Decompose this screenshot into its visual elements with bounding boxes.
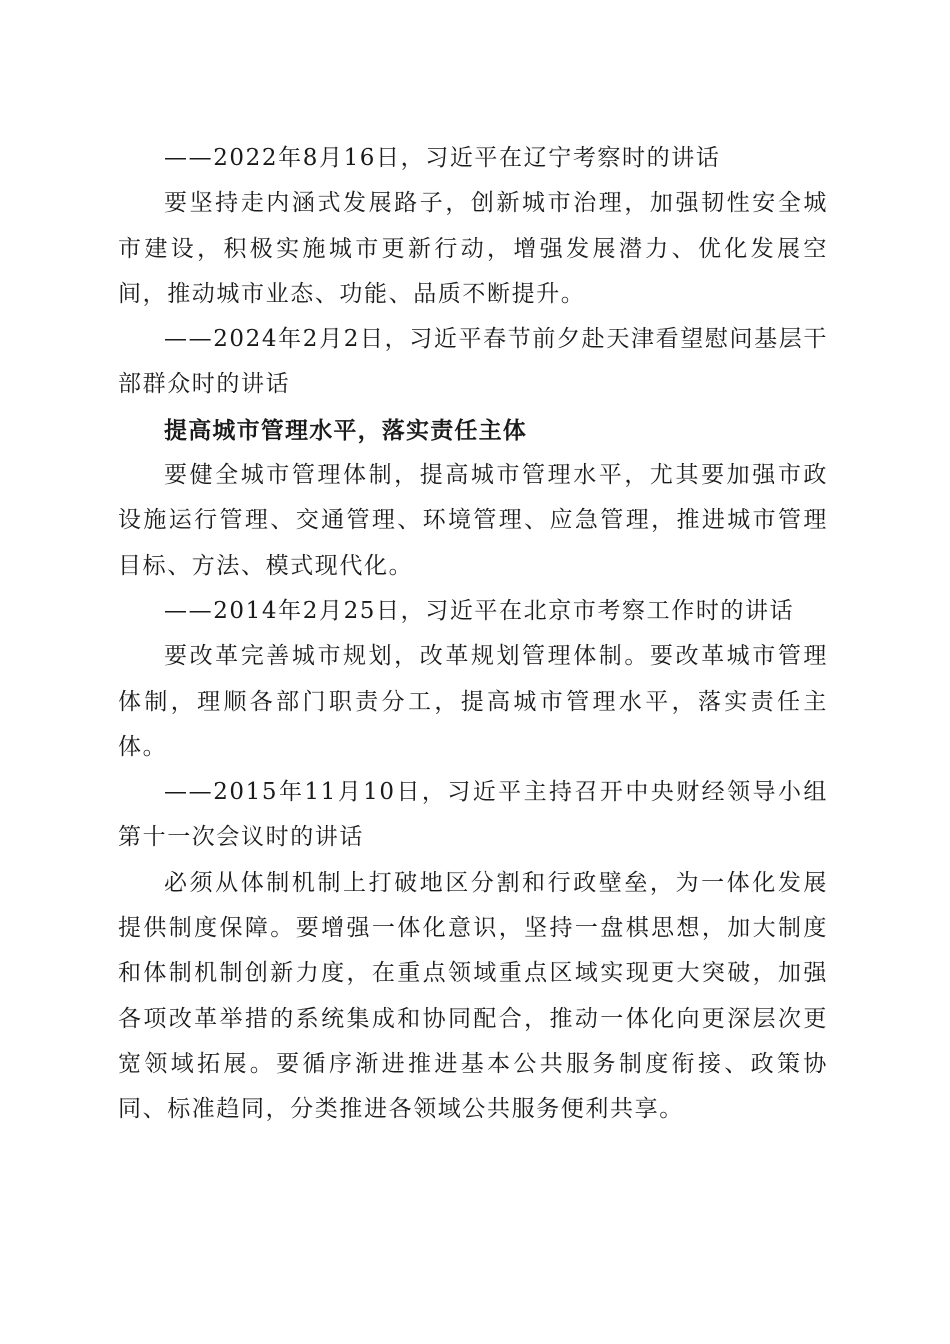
- source-line: ——2024年2月2日，习近平春节前夕赴天津看望慰问基层干部群众时的讲话: [118, 326, 828, 398]
- section-heading: 提高城市管理水平，落实责任主体: [164, 416, 527, 444]
- source-line: ——2015年11月10日，习近平主持召开中央财经领导小组第十一次会议时的讲话: [118, 779, 828, 851]
- body-paragraph: 要改革完善城市规划，改革规划管理体制。要改革城市管理体制，理顺各部门职责分工，提高城市管理水平，落实责任主体。: [118, 643, 828, 760]
- body-paragraph: 要坚持走内涵式发展路子，创新城市治理，加强韧性安全城市建设，积极实施城市更新行动，增强发展潜力、优化发展空间，推动城市业态、功能、品质不断提升。: [118, 190, 828, 307]
- source-line: ——2022年8月16日，习近平在辽宁考察时的讲话: [164, 145, 721, 171]
- document-body: [118, 136, 828, 1133]
- body-paragraph: 要健全城市管理体制，提高城市管理水平，尤其要加强市政设施运行管理、交通管理、环境管理、应急管理，推进城市管理目标、方法、模式现代化。: [118, 462, 828, 579]
- body-paragraph: 必须从体制机制上打破地区分割和行政壁垒，为一体化发展提供制度保障。要增强一体化意识，坚持一盘棋思想，加大制度和体制机制创新力度，在重点领域重点区域实现更大突破，加强各项改革举措的系统集成和协同配合，推动一体化向更深层次更宽领域拓展。要循序渐进推进基本公共服务制度衔接、政策协同、标准趋同，分类推进各领域公共服务便利共享。: [118, 869, 828, 1123]
- source-line: ——2014年2月25日，习近平在北京市考察工作时的讲话: [164, 597, 795, 624]
